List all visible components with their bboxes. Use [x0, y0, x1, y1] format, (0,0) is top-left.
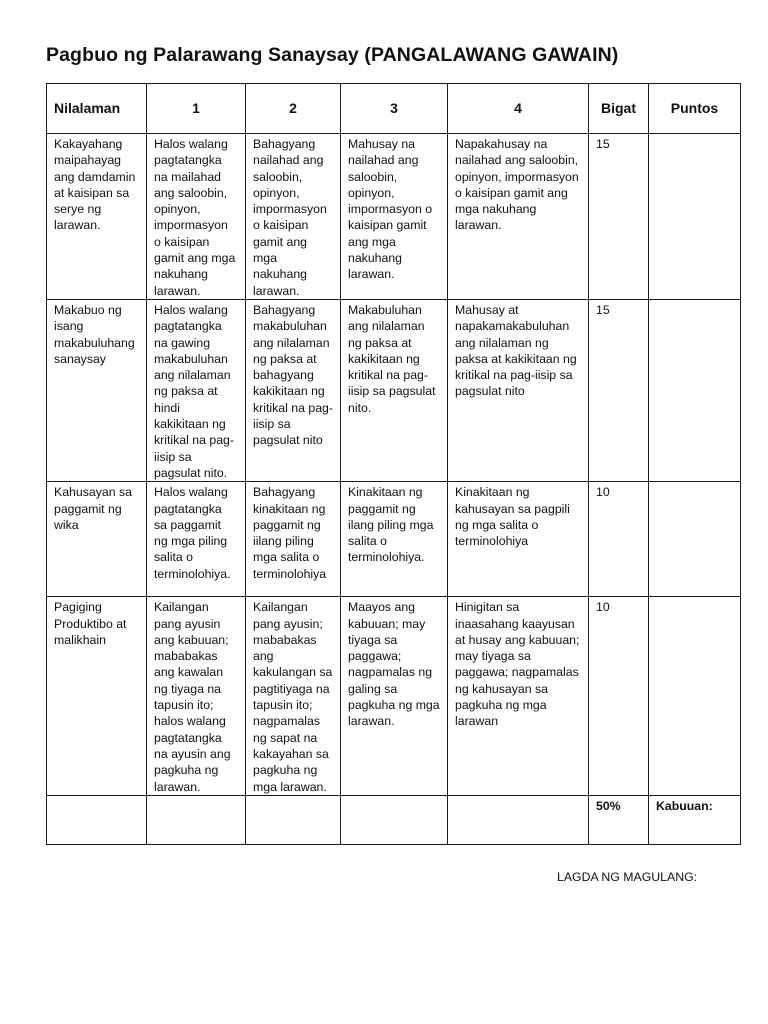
points-cell [649, 597, 741, 796]
level-3-cell: Kinakitaan ng paggamit ng ilang piling mga salita o terminolohiya. [341, 482, 448, 597]
level-1-cell: Halos walang pagtatangka sa paggamit ng mga piling salita o terminolohiya. [147, 482, 246, 597]
header-cell-nilalaman: Nilalaman [47, 84, 147, 134]
level-4-cell: Hinigitan sa inaasahang kaayusan at husay ang kabuuan; may tiyaga sa paggawa; nagpamalas ng kahusayan sa pagkuha ng mga larawan [448, 597, 589, 796]
level-1-cell: Kailangan pang ayusin ang kabuuan; mababakas ang kawalan ng tiyaga na tapusin ito; halos walang pagtatangka na ayusin ang pagkuha ng larawan. [147, 597, 246, 796]
table-header-row [47, 84, 741, 134]
level-3-cell: Makabuluhan ang nilalaman ng paksa at kakikitaan ng kritikal na pag-iisip sa pagsulat nito. [341, 299, 448, 481]
page-title: Pagbuo ng Palarawang Sanaysay (PANGALAWANG GAWAIN) [46, 44, 619, 66]
level-2-cell: Bahagyang nailahad ang saloobin, opinyon, impormasyon o kaisipan gamit ang mga nakuhang larawan. [246, 134, 341, 300]
criterion-cell: Makabuo ng isang makabuluhang sanaysay [47, 299, 147, 481]
level-2-cell: Bahagyang kinakitaan ng paggamit ng iilang piling mga salita o terminolohiya [246, 482, 341, 597]
level-3-cell: Maayos ang kabuuan; may tiyaga sa paggawa; nagpamalas ng galing sa pagkuha ng mga larawan. [341, 597, 448, 796]
footer-empty-cell [448, 795, 589, 844]
weight-cell: 15 [589, 134, 649, 300]
header-cell-level-1: 1 [147, 84, 246, 134]
criterion-cell: Kahusayan sa paggamit ng wika [47, 482, 147, 597]
level-4-cell: Napakahusay na nailahad ang saloobin, opinyon, impormasyon o kaisipan gamit ang mga nakuhang larawan. [448, 134, 589, 300]
footer-empty-cell [246, 795, 341, 844]
header-cell-bigat: Bigat [589, 84, 649, 134]
header-cell-level-4: 4 [448, 84, 589, 134]
points-cell [649, 482, 741, 597]
weight-cell: 10 [589, 482, 649, 597]
footer-empty-cell [147, 795, 246, 844]
rubric-table [46, 83, 741, 845]
footer-empty-cell [341, 795, 448, 844]
level-1-cell: Halos walang pagtatangka na mailahad ang saloobin, opinyon, impormasyon o kaisipan gamit ang mga nakuhang larawan. [147, 134, 246, 300]
header-cell-level-3: 3 [341, 84, 448, 134]
table-row [47, 299, 741, 481]
table-footer-row [47, 795, 741, 844]
points-cell [649, 134, 741, 300]
level-2-cell: Bahagyang makabuluhan ang nilalaman ng paksa at bahagyang kakikitaan ng kritikal na pag-iisip sa pagsulat nito [246, 299, 341, 481]
total-points-cell: Kabuuan: [649, 795, 741, 844]
criterion-cell: Pagiging Produktibo at malikhain [47, 597, 147, 796]
header-cell-puntos: Puntos [649, 84, 741, 134]
level-4-cell: Mahusay at napakamakabuluhan ang nilalaman ng paksa at kakikitaan ng kritikal na pag-iisip sa pagsulat nito [448, 299, 589, 481]
weight-cell: 10 [589, 597, 649, 796]
footer-empty-cell [47, 795, 147, 844]
level-1-cell: Halos walang pagtatangka na gawing makabuluhan ang nilalaman ng paksa at hindi kakikitaan ng kritikal na pag-iisip sa pagsulat nito. [147, 299, 246, 481]
total-weight-cell: 50% [589, 795, 649, 844]
level-3-cell: Mahusay na nailahad ang saloobin, opinyon, impormasyon o kaisipan gamit ang mga nakuhang larawan. [341, 134, 448, 300]
level-2-cell: Kailangan pang ayusin; mababakas ang kakulangan sa pagtitiyaga na tapusin ito; nagpamalas ng sapat na kakayahan sa pagkuha ng mga larawan. [246, 597, 341, 796]
header-cell-level-2: 2 [246, 84, 341, 134]
table-row [47, 134, 741, 300]
table-row [47, 482, 741, 597]
level-4-cell: Kinakitaan ng kahusayan sa pagpili ng mga salita o terminolohiya [448, 482, 589, 597]
points-cell [649, 299, 741, 481]
weight-cell: 15 [589, 299, 649, 481]
parent-signature-label: LAGDA NG MAGULANG: [557, 870, 698, 884]
table-row [47, 597, 741, 796]
criterion-cell: Kakayahang maipahayag ang damdamin at kaisipan sa serye ng larawan. [47, 134, 147, 300]
